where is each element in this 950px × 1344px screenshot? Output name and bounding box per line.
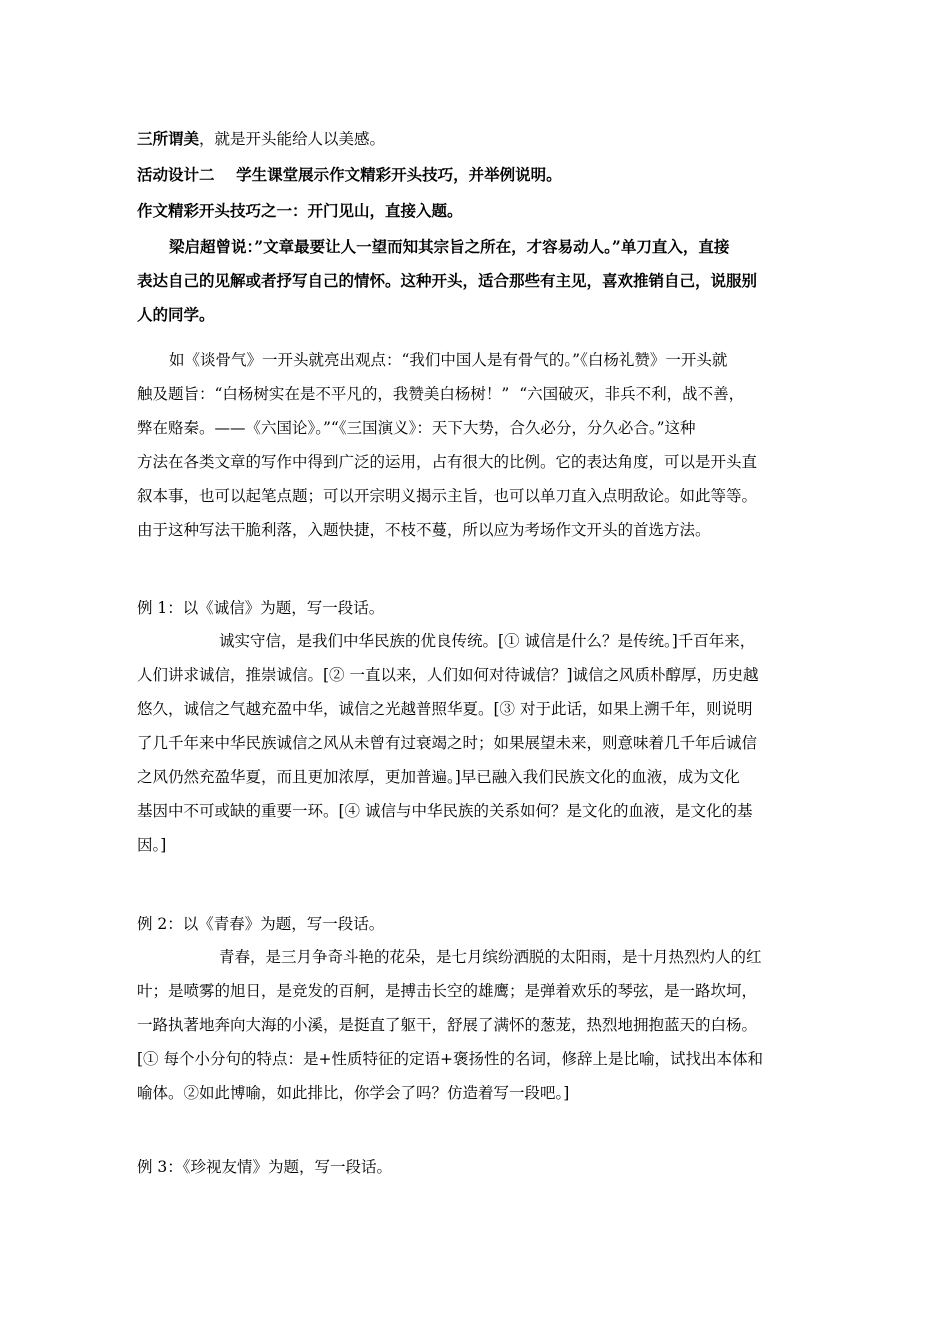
intro-line — [137, 127, 813, 149]
example3-title: 例 3：《珍视友情》为题，写一段话。 — [137, 1158, 393, 1176]
example1-line: 之风仍然充盈华夏，而且更加浓厚，更加普遍。]早已融入我们民族文化的血液，成为文化 — [137, 768, 740, 786]
example2-title: 例 2：以《青春》为题，写一段话。 — [137, 915, 385, 933]
example1-line: 诚实守信，是我们中华民族的优良传统。[① 诚信是什么？是传统。]千百年来， — [219, 632, 756, 650]
example2-line: 喻体。②如此博喻，如此排比，你学会了吗？仿造着写一段吧。] — [137, 1084, 570, 1102]
intro-bold-text: 三所谓美 — [137, 129, 200, 148]
example-line: 弊在赂秦。——《六国论》。”“《三国演义》：天下大势，合久必分，分久必合。”这种 — [137, 419, 696, 437]
example2-line: 青春，是三月争奇斗艳的花朵，是七月缤纷洒脱的太阳雨，是十月热烈灼人的红 — [219, 948, 762, 966]
example1-body — [137, 624, 813, 862]
example1-line: 人们讲求诚信，推崇诚信。[② 一直以来，人们如何对待诚信？]诚信之风质朴醇厚，历史越 — [137, 666, 759, 684]
example1-line: 因。] — [137, 836, 167, 854]
example-line: 如《谈骨气》一开头就亮出观点：“我们中国人是有骨气的。”《白杨礼赞》一开头就 — [169, 351, 728, 369]
intro-normal-text: ，就是开头能给人以美感。 — [199, 130, 386, 148]
example-line: 触及题旨：“白杨树实在是不平凡的，我赞美白杨树！” “六国破灭，非兵不利，战不善， — [137, 385, 745, 403]
example1-line: 了几千年来中华民族诚信之风从未曾有过衰竭之时；如果展望未来，则意味着几千年后诚信 — [137, 734, 758, 752]
liang-paragraph — [137, 230, 813, 332]
activity-title: 活动设计二 学生课堂展示作文精彩开头技巧，并举例说明。 — [137, 165, 562, 184]
example1-line: 基因中不可或缺的重要一环。[④ 诚信与中华民族的关系如何？是文化的血液，是文化的基 — [137, 802, 753, 820]
example-line: 方法在各类文章的写作中得到广泛的运用，占有很大的比例。它的表达角度，可以是开头直 — [137, 453, 758, 471]
technique-title: 作文精彩开头技巧之一：开门见山，直接入题。 — [137, 201, 463, 220]
example-line: 由于这种写法干脆利落，入题快捷，不枝不蔓，所以应为考场作文开头的首选方法。 — [137, 521, 711, 539]
example1-title: 例 1：以《诚信》为题，写一段话。 — [137, 599, 385, 617]
liang-line: 表达自己的见解或者抒写自己的情怀。这种开头，适合那些有主见，喜欢推销自己，说服别 — [137, 271, 758, 290]
example1-line: 悠久，诚信之气越充盈中华，诚信之光越普照华夏。[③ 对于此话，如果上溯千年，则说明 — [137, 700, 753, 718]
example2-line: [① 每个小分句的特点：是+性质特征的定语+褒扬性的名词，修辞上是比喻，试找出本体和 — [137, 1050, 763, 1068]
liang-line: 梁启超曾说：”文章最要让人一望而知其宗旨之所在，才容易动人。”单刀直入，直接 — [169, 237, 730, 256]
example2-line: 叶；是喷雾的旭日，是竞发的百舸，是搏击长空的雄鹰；是弹着欢乐的琴弦，是一路坎坷， — [137, 982, 758, 1000]
example-paragraph — [137, 343, 813, 547]
example2-line: 一路执著地奔向大海的小溪，是挺直了躯干，舒展了满怀的葱茏，热烈地拥抱蓝天的白杨。 — [137, 1016, 758, 1034]
liang-line: 人的同学。 — [137, 305, 215, 324]
example-line: 叙本事，也可以起笔点题；可以开宗明义揭示主旨，也可以单刀直入点明敌论。如此等等。 — [137, 487, 758, 505]
example2-body — [137, 940, 813, 1110]
